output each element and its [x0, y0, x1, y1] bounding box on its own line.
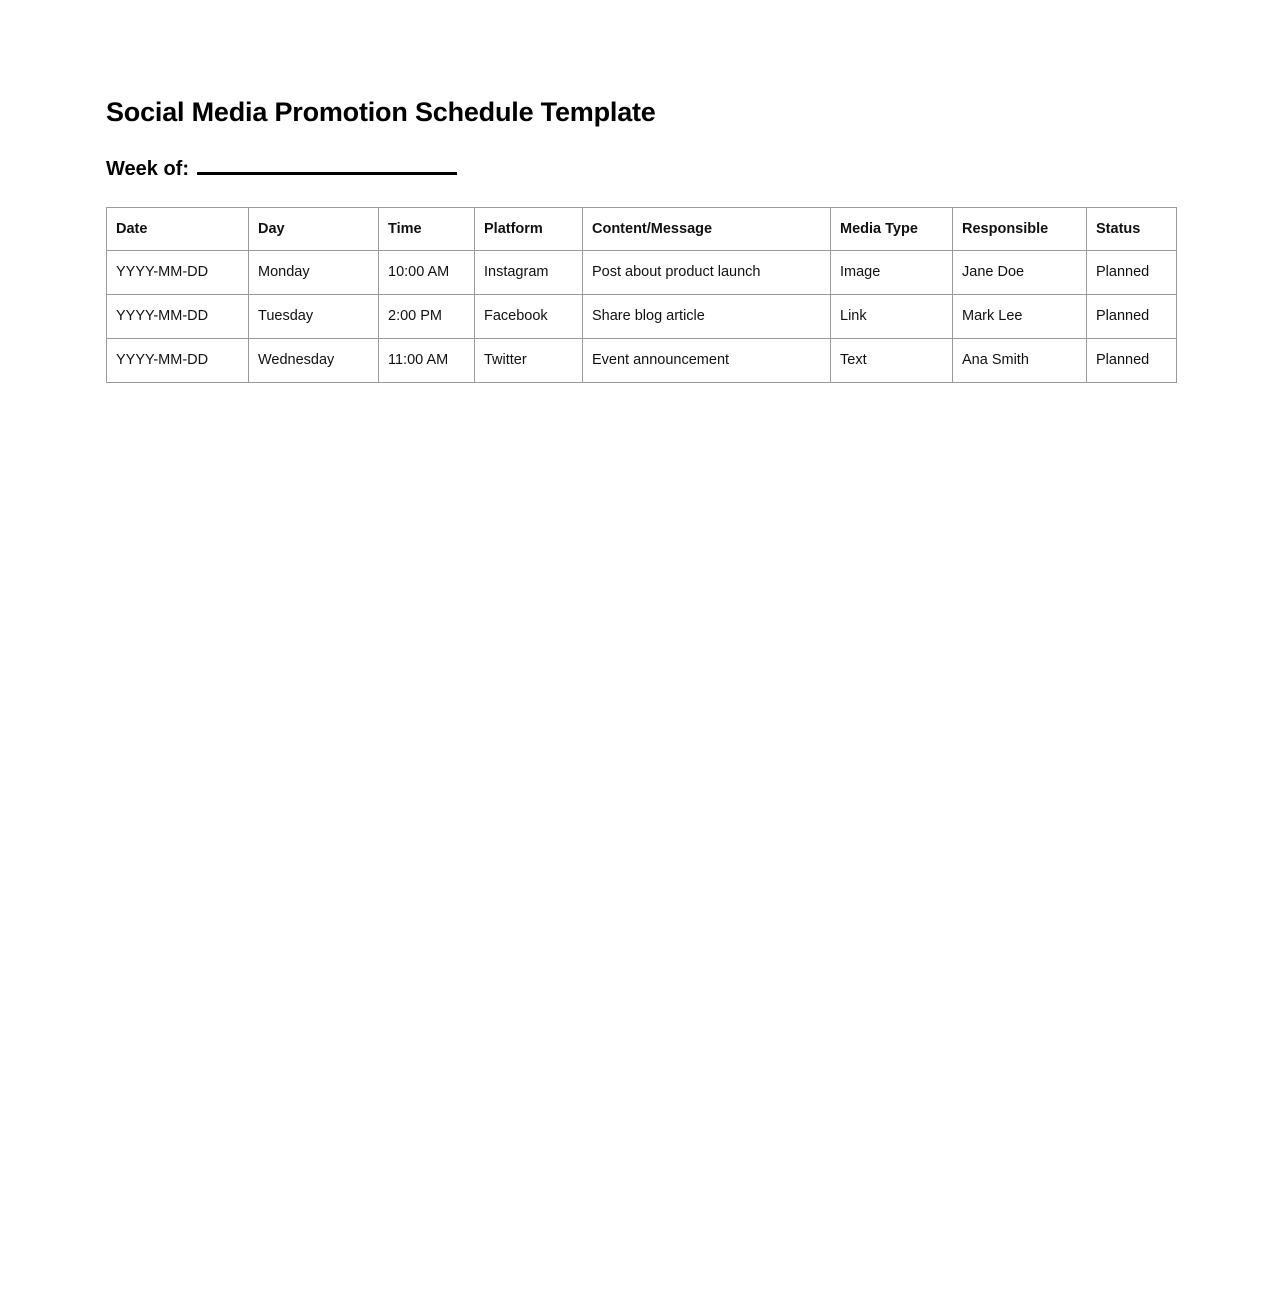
cell-day[interactable]: Tuesday — [249, 295, 379, 339]
cell-day[interactable]: Wednesday — [249, 339, 379, 383]
week-of-label: Week of: — [106, 158, 189, 181]
column-header-media-type: Media Type — [831, 208, 953, 251]
cell-time[interactable]: 10:00 AM — [379, 251, 475, 295]
week-of-row — [106, 158, 1172, 181]
column-header-time: Time — [379, 208, 475, 251]
cell-status[interactable]: Planned — [1087, 295, 1177, 339]
column-header-date: Date — [107, 208, 249, 251]
column-header-status: Status — [1087, 208, 1177, 251]
column-header-platform: Platform — [475, 208, 583, 251]
cell-media-type[interactable]: Link — [831, 295, 953, 339]
cell-status[interactable]: Planned — [1087, 251, 1177, 295]
cell-time[interactable]: 2:00 PM — [379, 295, 475, 339]
page-title: Social Media Promotion Schedule Template — [106, 97, 656, 127]
table-row — [107, 251, 1177, 295]
cell-platform[interactable]: Instagram — [475, 251, 583, 295]
cell-media-type[interactable]: Image — [831, 251, 953, 295]
table-header-row — [107, 208, 1177, 251]
cell-time[interactable]: 11:00 AM — [379, 339, 475, 383]
cell-content[interactable]: Post about product launch — [583, 251, 831, 295]
cell-responsible[interactable]: Jane Doe — [953, 251, 1087, 295]
cell-date[interactable]: YYYY-MM-DD — [107, 251, 249, 295]
column-header-content: Content/Message — [583, 208, 831, 251]
cell-platform[interactable]: Twitter — [475, 339, 583, 383]
week-of-blank-field[interactable] — [197, 158, 457, 175]
table-row — [107, 339, 1177, 383]
cell-day[interactable]: Monday — [249, 251, 379, 295]
cell-platform[interactable]: Facebook — [475, 295, 583, 339]
cell-date[interactable]: YYYY-MM-DD — [107, 295, 249, 339]
table-row — [107, 295, 1177, 339]
cell-date[interactable]: YYYY-MM-DD — [107, 339, 249, 383]
cell-responsible[interactable]: Ana Smith — [953, 339, 1087, 383]
schedule-table — [106, 207, 1177, 383]
column-header-responsible: Responsible — [953, 208, 1087, 251]
cell-media-type[interactable]: Text — [831, 339, 953, 383]
cell-content[interactable]: Share blog article — [583, 295, 831, 339]
column-header-day: Day — [249, 208, 379, 251]
cell-responsible[interactable]: Mark Lee — [953, 295, 1087, 339]
cell-content[interactable]: Event announcement — [583, 339, 831, 383]
cell-status[interactable]: Planned — [1087, 339, 1177, 383]
